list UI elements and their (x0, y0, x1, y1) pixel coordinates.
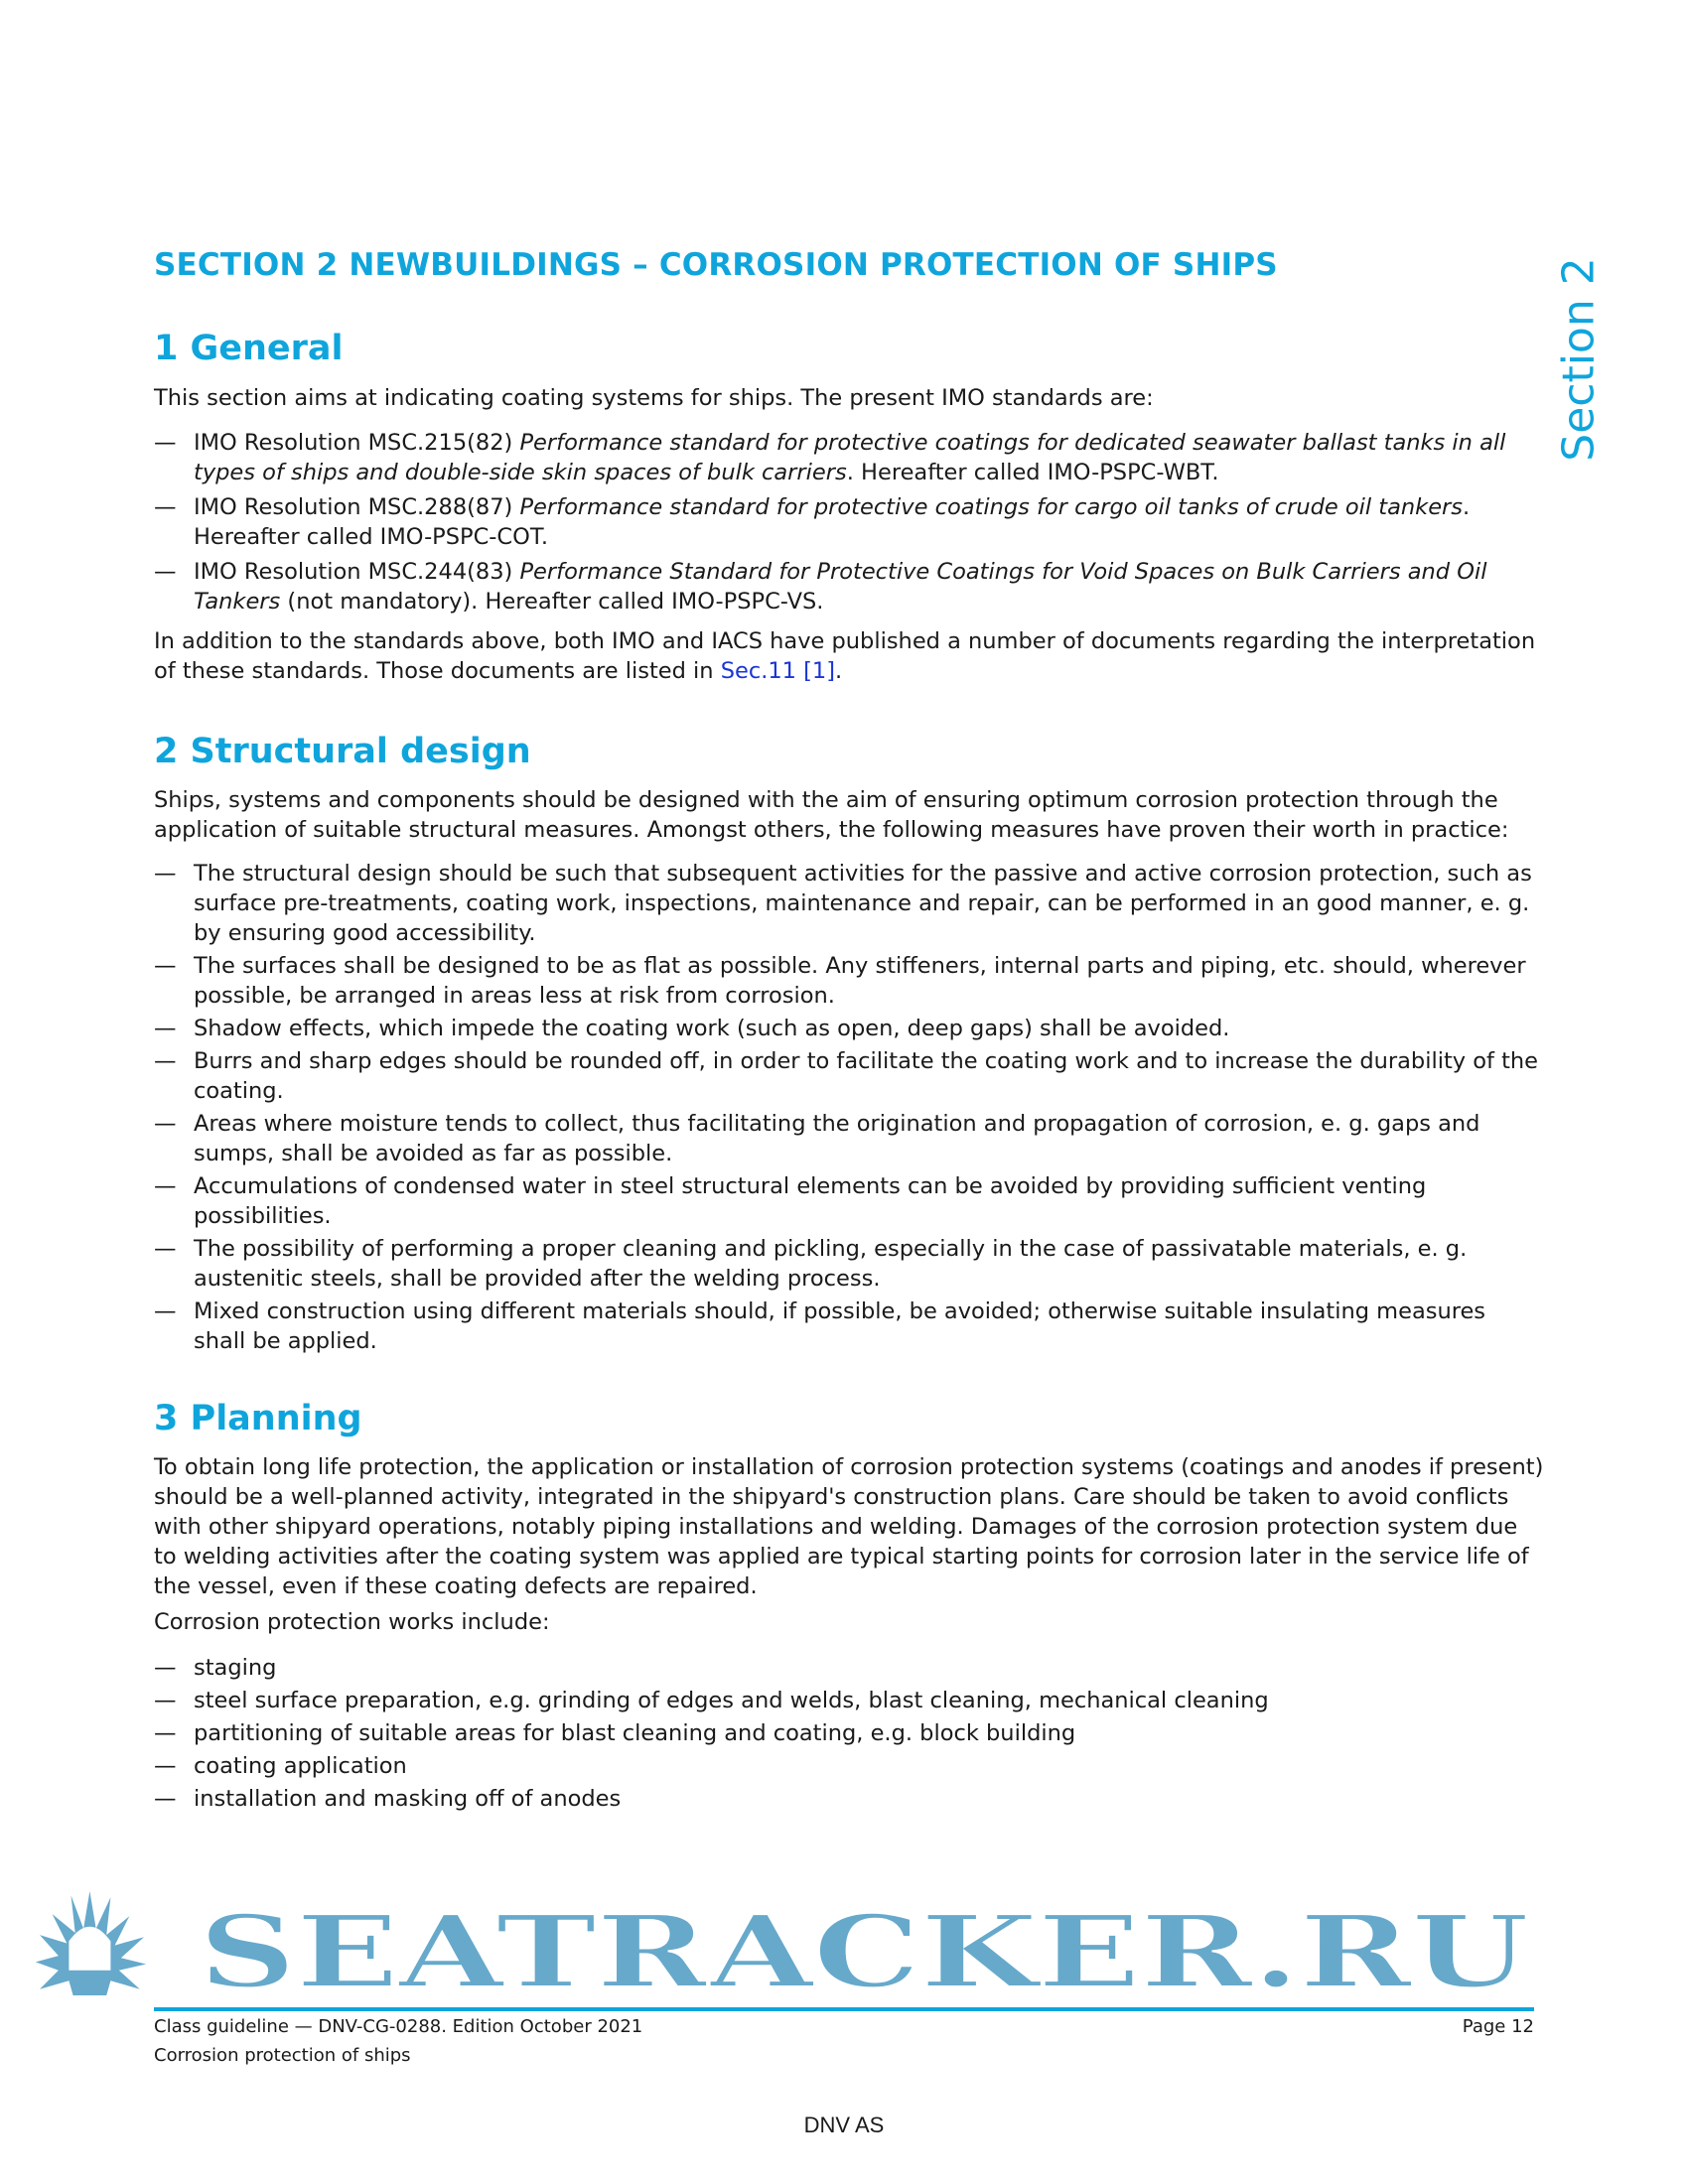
item-ref: IMO Resolution MSC.244(83) (194, 559, 520, 585)
list-item (154, 557, 1544, 616)
bullet-dash: — (154, 1048, 177, 1074)
item-text: Burrs and sharp edges should be rounded off, in order to facilitate the coating work and to increase the durability of the coating. (194, 1048, 1539, 1104)
list-item (154, 1653, 1544, 1683)
bullet-dash: — (154, 494, 177, 520)
list-item (154, 492, 1544, 552)
list-item (154, 1784, 1544, 1814)
item-text: Mixed construction using different materials should, if possible, be avoided; otherwise suitable insulating measures shall be applied. (194, 1298, 1486, 1354)
item-rest: . Hereafter called IMO-PSPC-COT. (194, 494, 1471, 550)
item-title: Performance standard for protective coatings for cargo oil tanks of crude oil tankers (519, 494, 1464, 520)
seatracker-watermark (0, 1889, 1688, 2000)
list-item (154, 428, 1544, 487)
structural-measures-list (154, 859, 1544, 1356)
item-text: The possibility of performing a proper cleaning and pickling, especially in the case of passivatable materials, e. g. austenitic steels, shall be provided after the welding process. (194, 1236, 1468, 1292)
item-text: The surfaces shall be designed to be as flat as possible. Any stiffeners, internal parts and piping, etc. should, wherever possible, be arranged in areas less at risk from corrosion. (194, 953, 1526, 1009)
list-item (154, 951, 1544, 1011)
structural-intro: Ships, systems and components should be designed with the aim of ensuring optimum corrosion protection through the application of suitable structural measures. Amongst others, the following measures have proven their worth in practice: (154, 787, 1509, 843)
sun-logo-icon (36, 1891, 146, 1995)
footer-company: DNV AS (803, 2113, 885, 2137)
bullet-dash: — (154, 1016, 177, 1041)
item-text: coating application (194, 1753, 407, 1779)
list-item (154, 1718, 1544, 1748)
heading-structural-design: 2 Structural design (154, 732, 531, 771)
bullet-dash: — (154, 1688, 177, 1713)
footer-subject: Corrosion protection of ships (154, 2045, 411, 2066)
sec11-link[interactable]: Sec.11 [1] (720, 658, 836, 684)
bullet-dash: — (154, 1720, 177, 1746)
item-text: Shadow effects, which impede the coating work (such as open, deep gaps) shall be avoided. (194, 1016, 1230, 1041)
list-item (154, 1046, 1544, 1106)
item-text: staging (194, 1655, 277, 1681)
heading-planning: 3 Planning (154, 1399, 362, 1438)
list-item (154, 1686, 1544, 1715)
bullet-dash: — (154, 1236, 177, 1262)
works-label: Corrosion protection works include: (154, 1609, 550, 1635)
item-text: installation and masking off of anodes (194, 1786, 622, 1812)
item-ref: IMO Resolution MSC.215(82) (194, 430, 520, 456)
bullet-dash: — (154, 430, 177, 456)
bullet-dash: — (154, 1111, 177, 1137)
bullet-dash: — (154, 1655, 177, 1681)
bullet-dash: — (154, 1753, 177, 1779)
bullet-dash: — (154, 559, 177, 585)
footer-rule (154, 2007, 1534, 2011)
item-rest: . Hereafter called IMO-PSPC-WBT. (846, 460, 1219, 485)
list-item (154, 1751, 1544, 1781)
list-item (154, 1234, 1544, 1294)
list-item (154, 1297, 1544, 1356)
list-item (154, 1109, 1544, 1168)
planning-intro: To obtain long life protection, the application or installation of corrosion protection systems (coatings and anodes if present) should be a well-planned activity, integrated in the shipyard's construction plans. Care should be taken to avoid conflicts with other shipyard operations, notably piping installations and welding. Damages of the corrosion protection system due to welding activities after the coating system was applied are typical starting points for corrosion later in the service life of the vessel, even if these coating defects are repaired. (154, 1454, 1544, 1599)
list-item (154, 859, 1544, 948)
item-text: partitioning of suitable areas for blast cleaning and coating, e.g. block building (194, 1720, 1076, 1746)
bullet-dash: — (154, 1786, 177, 1812)
item-title: Performance standard for protective coatings for dedicated seawater ballast tanks in all types of ships and double-side skin spaces of bulk carriers (194, 430, 1506, 485)
side-section-label (1549, 255, 1609, 464)
list-item (154, 1014, 1544, 1043)
item-text: The structural design should be such that subsequent activities for the passive and active corrosion protection, such as surface pre-treatments, coating work, inspections, maintenance and repair, can be performed in an good manner, e. g. by ensuring good accessibility. (194, 861, 1532, 946)
outro-end: . (835, 658, 843, 684)
footer-doc: Class guideline — DNV-CG-0288. Edition October 2021 (154, 2016, 643, 2037)
side-section-text: Section 2 (1553, 257, 1605, 462)
page-number: Page 12 (1462, 2016, 1534, 2037)
section-title: SECTION 2 NEWBUILDINGS – CORROSION PROTECTION OF SHIPS (154, 247, 1278, 283)
item-text: Areas where moisture tends to collect, thus facilitating the origination and propagation of corrosion, e. g. gaps and sumps, shall be avoided as far as possible. (194, 1111, 1480, 1166)
item-rest: (not mandatory). Hereafter called IMO-PSPC-VS. (280, 589, 824, 614)
heading-general: 1 General (154, 329, 344, 368)
general-outro (154, 626, 1544, 686)
list-item (154, 1171, 1544, 1231)
imo-standards-list (154, 428, 1544, 616)
bullet-dash: — (154, 953, 177, 979)
item-text: Accumulations of condensed water in steel structural elements can be avoided by providing sufficient venting possibilities. (194, 1173, 1427, 1229)
outro-text: In addition to the standards above, both IMO and IACS have published a number of documents regarding the interpretation of these standards. Those documents are listed in (154, 628, 1536, 684)
works-list (154, 1653, 1544, 1814)
watermark-text: SEATRACKER.RU (199, 1893, 1529, 2000)
item-text: steel surface preparation, e.g. grinding of edges and welds, blast cleaning, mechanical cleaning (194, 1688, 1269, 1713)
page-body (154, 245, 1544, 1817)
bullet-dash: — (154, 861, 177, 887)
item-ref: IMO Resolution MSC.288(87) (194, 494, 520, 520)
item-title: Performance Standard for Protective Coatings for Void Spaces on Bulk Carriers and Oil Tankers (194, 559, 1487, 614)
bullet-dash: — (154, 1173, 177, 1199)
general-intro: This section aims at indicating coating systems for ships. The present IMO standards are: (154, 385, 1154, 411)
bullet-dash: — (154, 1298, 177, 1324)
